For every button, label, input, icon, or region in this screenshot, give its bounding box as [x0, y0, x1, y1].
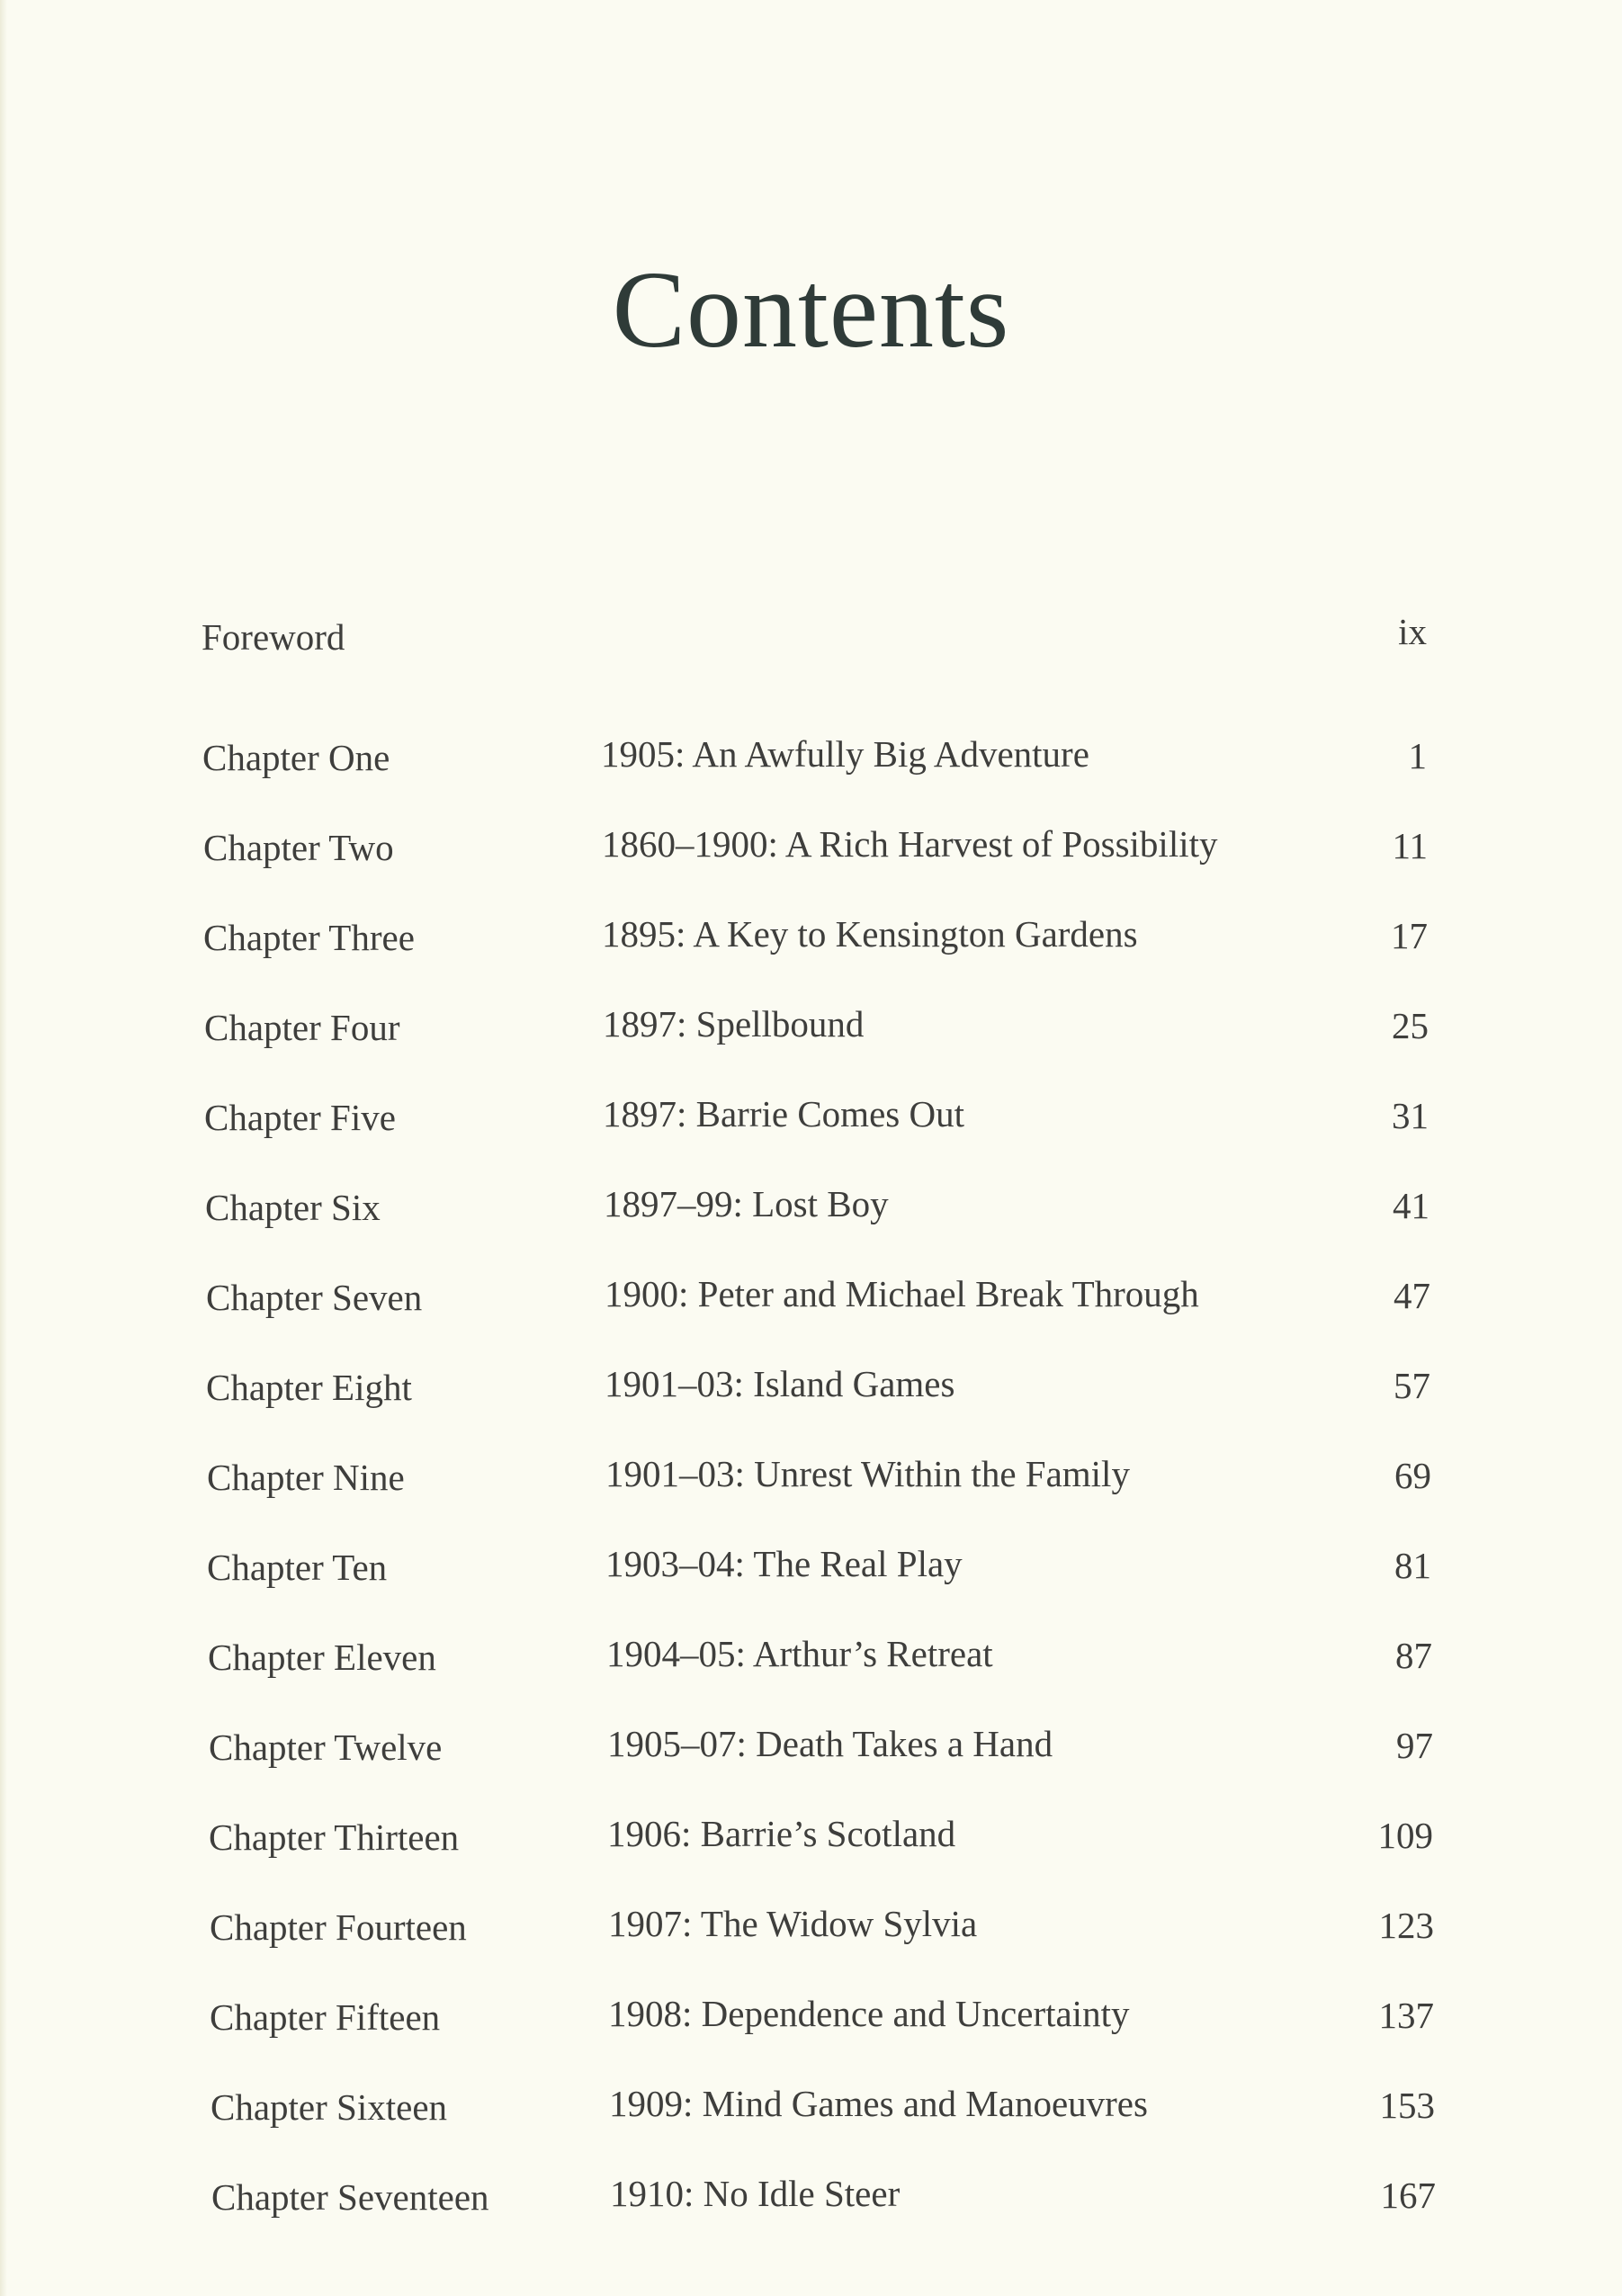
chapter-page-number: 81 — [1394, 1545, 1431, 1586]
chapter-heading: 1900: Peter and Michael Break Through — [605, 1273, 1199, 1314]
chapter-page-number: 25 — [1392, 1005, 1429, 1046]
chapter-heading: 1910: No Idle Steer — [610, 2173, 901, 2214]
chapter-heading: 1897: Barrie Comes Out — [603, 1093, 964, 1135]
chapter-label: Chapter One — [202, 737, 390, 778]
chapter-page-number: 137 — [1378, 1995, 1434, 2036]
chapter-label: Chapter Eight — [206, 1367, 412, 1408]
toc-entry-chapter[interactable] — [0, 1630, 1622, 1684]
chapter-page-number: 31 — [1392, 1095, 1429, 1136]
chapter-label: Chapter Ten — [207, 1547, 388, 1588]
chapter-page-number: 167 — [1380, 2175, 1436, 2216]
chapter-label: Chapter Two — [203, 827, 394, 868]
chapter-page-number: 17 — [1391, 915, 1428, 956]
toc-entry-chapter[interactable] — [0, 1180, 1622, 1234]
toc-entry-chapter[interactable] — [0, 1720, 1622, 1774]
toc-entry-chapter[interactable] — [0, 1270, 1622, 1324]
chapter-page-number: 57 — [1393, 1365, 1430, 1406]
toc-entry-chapter[interactable] — [0, 1000, 1622, 1054]
entry-page-number: ix — [1398, 611, 1427, 652]
chapter-page-number: 97 — [1396, 1725, 1433, 1766]
toc-entry-chapter[interactable] — [0, 2170, 1622, 2224]
toc-entry-chapter[interactable] — [0, 1810, 1622, 1864]
chapter-page-number: 109 — [1377, 1815, 1433, 1856]
toc-entry-chapter[interactable] — [0, 1540, 1622, 1594]
toc-entry-chapter[interactable] — [0, 1900, 1622, 1954]
toc-entry-chapter[interactable] — [0, 1360, 1622, 1414]
chapter-label: Chapter Sixteen — [211, 2086, 448, 2128]
chapter-label: Chapter Six — [205, 1187, 381, 1228]
toc-entry-chapter[interactable] — [0, 821, 1622, 874]
chapter-heading: 1897: Spellbound — [603, 1003, 865, 1045]
chapter-heading: 1907: The Widow Sylvia — [608, 1903, 978, 1944]
page-title: Contents — [612, 249, 1010, 371]
chapter-heading: 1905–07: Death Takes a Hand — [607, 1723, 1053, 1764]
chapter-page-number: 87 — [1395, 1635, 1432, 1676]
toc-entry-chapter[interactable] — [0, 2080, 1622, 2134]
chapter-label: Chapter Fifteen — [210, 1996, 441, 2038]
chapter-label: Chapter Thirteen — [209, 1816, 460, 1858]
chapter-heading: 1895: A Key to Kensington Gardens — [602, 913, 1138, 955]
toc-entry-chapter[interactable] — [0, 1090, 1622, 1144]
toc-entry-chapter[interactable] — [0, 1990, 1622, 2044]
chapter-heading: 1908: Dependence and Uncertainty — [608, 1993, 1130, 2034]
chapter-heading: 1897–99: Lost Boy — [604, 1183, 889, 1224]
toc-entry-chapter[interactable] — [0, 1450, 1622, 1504]
chapter-heading: 1901–03: Unrest Within the Family — [605, 1453, 1130, 1494]
chapter-heading: 1909: Mind Games and Manoeuvres — [609, 2083, 1148, 2124]
chapter-heading: 1901–03: Island Games — [605, 1363, 955, 1404]
chapter-page-number: 47 — [1393, 1275, 1430, 1316]
chapter-heading: 1903–04: The Real Play — [605, 1543, 963, 1584]
entry-label: Foreword — [202, 616, 345, 658]
chapter-label: Chapter Four — [204, 1007, 400, 1048]
chapter-label: Chapter Eleven — [208, 1637, 436, 1678]
toc-entry-chapter[interactable] — [0, 910, 1622, 964]
chapter-page-number: 69 — [1394, 1455, 1431, 1496]
toc-entry-chapter[interactable] — [0, 731, 1622, 785]
chapter-label: Chapter Nine — [207, 1457, 405, 1498]
chapter-label: Chapter Seventeen — [211, 2176, 489, 2218]
chapter-page-number: 41 — [1393, 1185, 1429, 1226]
chapter-heading: 1904–05: Arthur’s Retreat — [606, 1633, 993, 1674]
chapter-heading: 1860–1900: A Rich Harvest of Possibility — [602, 823, 1218, 865]
chapter-page-number: 11 — [1392, 825, 1428, 866]
chapter-label: Chapter Five — [204, 1097, 396, 1138]
chapter-label: Chapter Seven — [206, 1277, 423, 1318]
toc-entry-foreword[interactable] — [0, 610, 1622, 664]
chapter-page-number: 123 — [1378, 1905, 1434, 1946]
chapter-label: Chapter Twelve — [209, 1726, 443, 1768]
chapter-page-number: 1 — [1408, 735, 1427, 776]
chapter-label: Chapter Fourteen — [210, 1906, 467, 1948]
chapter-label: Chapter Three — [203, 917, 415, 958]
chapter-heading: 1905: An Awfully Big Adventure — [601, 733, 1089, 775]
chapter-page-number: 153 — [1379, 2085, 1435, 2126]
chapter-heading: 1906: Barrie’s Scotland — [607, 1813, 956, 1854]
